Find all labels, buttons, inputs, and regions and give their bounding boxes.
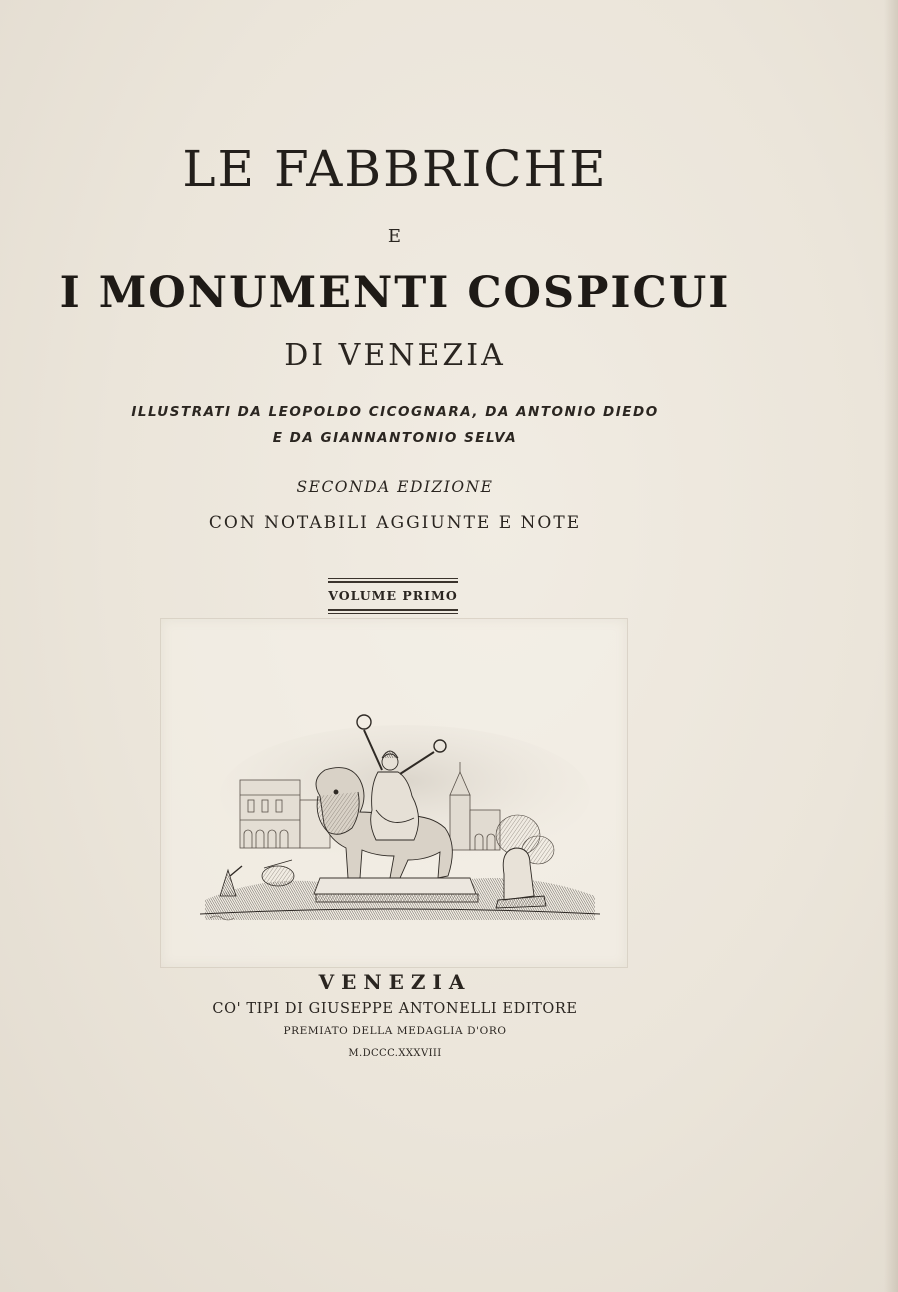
edition-label: SECONDA EDIZIONE [296, 478, 494, 496]
authors-line-1: ILLUSTRATI DA LEOPOLDO CICOGNARA, DA ANTONIO DIEDO [131, 404, 659, 420]
page-edge-shadow [884, 0, 898, 1292]
title-line-2: I MONUMENTI COSPICUI [59, 268, 731, 318]
volume-rule-top-thick [328, 581, 458, 583]
imprint-year: M.DCCC.XXXVIII [348, 1048, 442, 1059]
title-line-1: LE FABBRICHE [182, 140, 608, 198]
authors-line-2: E DA GIANNANTONIO SELVA [272, 430, 518, 446]
title-line-3: DI VENEZIA [284, 338, 506, 373]
additions-label: CON NOTABILI AGGIUNTE E NOTE [208, 513, 582, 533]
title-conjunction: E [387, 226, 403, 247]
volume-rule-bottom-thick [328, 609, 458, 611]
engraving-vignette [200, 700, 600, 932]
volume-rule-top [328, 578, 458, 579]
plinth [314, 878, 478, 902]
volume-label: VOLUME PRIMO [328, 588, 458, 603]
imprint-place: VENEZIA [318, 970, 472, 994]
volume-box [328, 578, 458, 614]
imprint-prize: PREMIATO DELLA MEDAGLIA D'ORO [283, 1025, 507, 1037]
imprint-publisher: CO' TIPI DI GIUSEPPE ANTONELLI EDITORE [212, 1001, 578, 1017]
volume-rule-bottom [328, 613, 458, 614]
